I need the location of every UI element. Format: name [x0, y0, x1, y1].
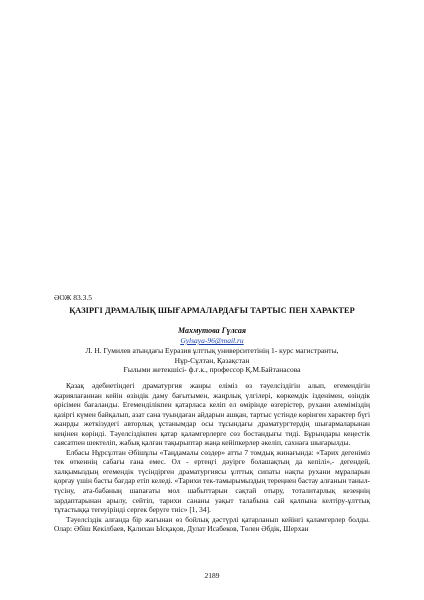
body-paragraph: Елбасы Нұрсұлтан Әбішұлы «Таңдамалы сөздер» атты 7 томдық жинағында: «Тарих дегеніміз тек өткеннің сабағы ғана емес. Ол - ертеңгі дәуірге болашақтың да кепілі»,- дегендей, халқымыздың егемендік түсіндірген драматургиясы ұлттық сипаты нақты рухани мұраларын қорғау үшін басты бағдар етіп келеді. «Тарихи тек-тамырымыздың тереңнен бастау алғанын таныл-түсіну, ата-бабаның шапағаты мол шабыттарын сақтай отыру, тоталитарлық кезеңнің зардаптарынан арылу, сейтіп, тарихи сананы уақыт талабына сай қалпына келтіру-ұлттық тұтастыққа тегеуірінді сергек беруге тиіс» [1, 34].: [54, 447, 370, 515]
author-email-link[interactable]: Gylsaya-96@mail.ru: [180, 336, 244, 345]
body-paragraph: Қазақ әдебиетіндегі драматургия жанры еліміз өз тәуелсіздігін алып, егемендігін жариялағаннан кейін өзіндік даму бағытымен, жаңрлық үлгілері, көркемдік ізденімен, өзіндік өрісімен бағаланды. Егеменділікпен қатарласа келіп ел өмірінде өзгерістер, рухани әлеміміздің қазіргі күмен байқалып, азат сана туындаған айдарын ашқан, тартыс үстінде көрінген характер бүгі жанрды жеткізудегі авторлық ұстанымдар осы тұсындағы драматургтердің шығармаларынан кеңінен көрінді. Тәуелсіздікпен қатар қаламгерлерге сөз бостандығы тиді. Бұрындары кеңестік саясатпен шектеліп, жабық қалған тақырыптар жаңа кейіпкерлер әкеліп, сахнаға шығарылды.: [54, 381, 370, 448]
affiliation-line: Ғылыми жетекшісі- ф.ғ.к., профессор Қ.М.Байтанасова: [123, 365, 301, 375]
affiliation-line: Л. Н. Гумилев атындағы Еуразия ұлттық университетінің 1- курс магистранты,: [85, 346, 339, 355]
body-paragraph: Тәуелсіздік алғанда бір жағынан өз бойлық дәстүрлі қатарланып кейінгі қаламгерлер болды. Олар: Әбіш Кекілбаев, Қалихан Ысқақов, Дулат Исабеков, Төлен Әбдік, Шерхан: [54, 514, 370, 534]
page-number: 2189: [204, 571, 220, 580]
affiliation-block: [40, 346, 384, 375]
article-body: [54, 381, 370, 534]
udc-code: ӘОЖ 83.3.5: [54, 293, 92, 302]
affiliation-line: Нұр-Сұлтан, Қазақстан: [174, 355, 250, 365]
author-name: Махмутова Гүлсая: [177, 326, 247, 335]
article-title: ҚАЗІРГІ ДРАМАЛЫҚ ШЫҒАРМАЛАРДАҒЫ ТАРТЫС ПЕН ХАРАКТЕР: [69, 306, 355, 315]
